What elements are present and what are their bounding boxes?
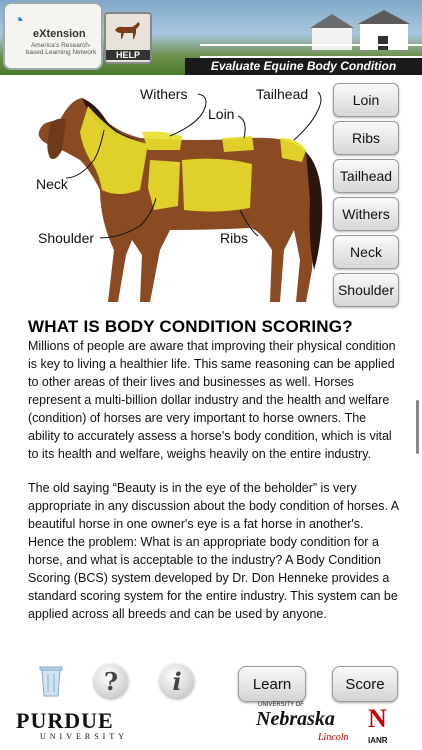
tailhead-button[interactable]: Tailhead	[333, 159, 399, 193]
neck-button[interactable]: Neck	[333, 235, 399, 269]
label-neck: Neck	[36, 176, 68, 192]
fence	[200, 44, 422, 58]
score-button[interactable]: Score	[332, 666, 398, 702]
ianr-mark: N	[368, 704, 387, 733]
extension-logo	[3, 2, 103, 70]
nebraska-university-of: UNIVERSITY OF	[258, 702, 304, 708]
label-loin: Loin	[208, 106, 235, 122]
shoulder-highlight	[148, 160, 180, 210]
ribs-highlight	[182, 159, 252, 212]
extension-brand: eXtension	[33, 28, 86, 40]
withers-button[interactable]: Withers	[333, 197, 399, 231]
help-label: HELP	[106, 50, 150, 60]
page-title: Evaluate Equine Body Condition	[185, 58, 422, 75]
horse-diagram	[0, 80, 330, 315]
neck-highlight	[80, 106, 148, 194]
horse-illustration	[0, 80, 330, 315]
loin-button[interactable]: Loin	[333, 83, 399, 117]
ribs-button[interactable]: Ribs	[333, 121, 399, 155]
purdue-subtitle: UNIVERSITY	[40, 732, 128, 741]
nebraska-logo: Nebraska	[256, 708, 335, 730]
label-tailhead: Tailhead	[256, 86, 309, 102]
extension-tagline: America's Research-based Learning Network	[25, 42, 97, 56]
article-heading: WHAT IS BODY CONDITION SCORING?	[28, 317, 353, 336]
label-withers: Withers	[140, 86, 188, 102]
article-paragraph-1: Millions of people are aware that improving their physical condition is key to living a healthier life. This same reasoning can be applied to other areas of their lives and businesses as well. Horses represent a multi-billion dollar industry and the health and welfare (condition) of horses are very important to horse owners. The ability to accurately assess a horse's body condition, which is vital to its health and welfare, weighs heavily on the entire industry.	[28, 339, 396, 461]
shoulder-button[interactable]: Shoulder	[333, 273, 399, 307]
question-icon[interactable]: ?	[94, 664, 128, 698]
article-content	[28, 317, 400, 639]
purdue-logo: PURDUE	[16, 708, 114, 733]
ianr-label: IANR	[368, 736, 388, 745]
info-icon[interactable]: i	[160, 664, 194, 698]
learn-button[interactable]: Learn	[238, 666, 306, 702]
trash-icon[interactable]	[38, 664, 64, 698]
label-shoulder: Shoulder	[38, 230, 95, 246]
scrollbar[interactable]	[416, 400, 419, 454]
loin-highlight	[222, 136, 254, 152]
app-header	[0, 0, 422, 75]
signal-icon: ◔	[13, 10, 24, 30]
lincoln-label: Lincoln	[318, 732, 349, 743]
label-ribs: Ribs	[220, 230, 249, 246]
help-button[interactable]	[104, 12, 152, 64]
article-paragraph-2: The old saying “Beauty is in the eye of the beholder” is very appropriate in any discussion about the body condition of horses. A beautiful horse in one owner's eye is a fat horse in another's. Hence the problem: What is an appropriate body condition for a horse, and what is acceptable to the industry? A Body Condition Scoring (BCS) system developed by Dr. Don Henneke provides a standard scoring system for the entire industry. This system can be applied across all breeds and can be used by anyone.	[28, 481, 399, 621]
withers-highlight	[142, 132, 182, 151]
horse-icon	[112, 20, 142, 40]
